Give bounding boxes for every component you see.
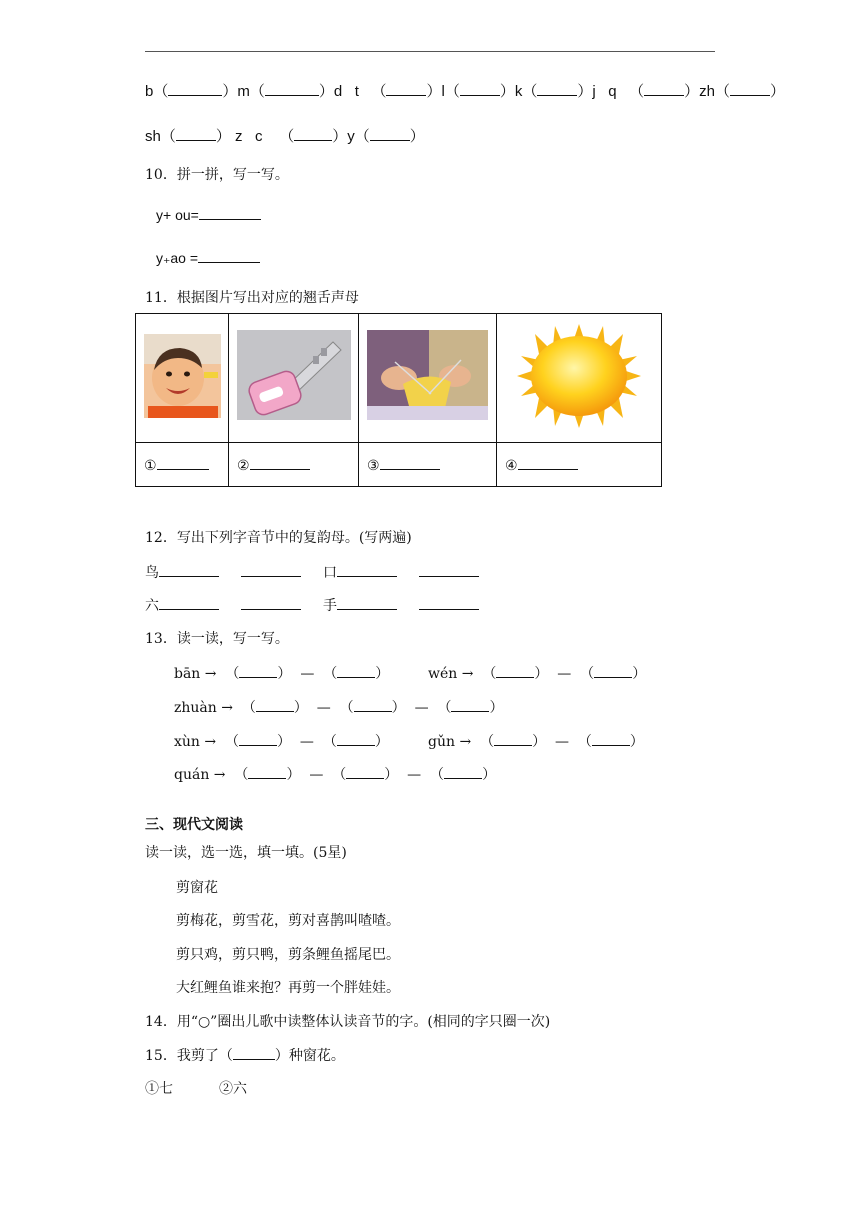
answer-blank[interactable] [159, 596, 219, 610]
initial-c: c [255, 128, 263, 145]
initial-sh: sh [145, 128, 161, 145]
answer-blank[interactable] [337, 733, 375, 746]
section-instruction: 读一读，选一选，填一填。(5星) [145, 845, 347, 861]
key-image [229, 314, 358, 438]
initial-j: j [592, 83, 596, 100]
answer-label-4: ④ [505, 457, 518, 474]
poem-line-2: 剪只鸡，剪只鸭，剪条鲤鱼摇尾巴。 [176, 947, 400, 963]
q13-item-wen: wén → （ ） — （ ） [428, 666, 647, 682]
sun-image [497, 314, 661, 438]
picture-table [135, 313, 662, 487]
answer-blank[interactable] [386, 83, 426, 96]
initial-d: d [333, 83, 343, 100]
section-heading: 三、现代文阅读 [145, 817, 243, 833]
answer-blank[interactable] [380, 456, 440, 470]
answer-blank[interactable] [337, 665, 375, 678]
baby-image [136, 314, 228, 438]
initial-y: y [347, 128, 355, 145]
q14-text: 14．用“○”圈出儿歌中读整体认读音节的字。(相同的字只圈一次) [145, 1014, 551, 1030]
q9-row-2: sh（ ） z c （ ）y（ ） [145, 128, 425, 145]
answer-blank[interactable] [451, 699, 489, 712]
answer-blank[interactable] [337, 563, 397, 577]
q15-before: 15．我剪了（ [145, 1048, 233, 1064]
q15-after: ）种窗花。 [274, 1048, 345, 1064]
answer-blank[interactable] [444, 766, 482, 779]
answer-blank[interactable] [250, 456, 310, 470]
answer-blank[interactable] [176, 128, 216, 141]
q12-row-2 [145, 595, 479, 615]
syllable: bān → [174, 666, 217, 682]
answer-blank[interactable] [256, 699, 294, 712]
q13-title: 13．读一读，写一写。 [145, 631, 289, 647]
poem-title: 剪窗花 [176, 880, 218, 896]
answer-blank[interactable] [592, 733, 630, 746]
dash: — [309, 767, 324, 783]
q10-line-1 [156, 206, 261, 223]
answer-blank[interactable] [419, 563, 479, 577]
answer-blank[interactable] [496, 665, 534, 678]
q10-line-2 [156, 249, 260, 267]
dash: — [316, 700, 331, 716]
answer-blank[interactable] [644, 83, 684, 96]
answer-cell-3[interactable] [359, 443, 497, 487]
answer-blank[interactable] [730, 83, 770, 96]
dash: — [414, 700, 429, 716]
answer-blank[interactable] [241, 563, 301, 577]
picture-cell-2 [229, 314, 359, 443]
answer-blank[interactable] [594, 665, 632, 678]
answer-blank[interactable] [460, 83, 500, 96]
q12-row-1 [145, 562, 479, 582]
q15-text [145, 1045, 345, 1065]
answer-blank[interactable] [241, 596, 301, 610]
picture-cell-4 [497, 314, 662, 443]
answer-blank[interactable] [265, 83, 319, 96]
initial-k: k [514, 83, 523, 100]
answer-blank[interactable] [354, 699, 392, 712]
initial-b: b [145, 83, 154, 100]
q13-item-xun: xùn → （ ） — （ ） [174, 734, 389, 750]
dash: — [555, 734, 569, 750]
q12-char-kou: 口 [323, 565, 337, 581]
q13-item-ban: bān → （ ） — （ ） [174, 666, 390, 682]
q15-options [145, 1078, 247, 1098]
syllable: quán → [174, 767, 226, 783]
q12-title: 12．写出下列字音节中的复韵母。(写两遍) [145, 530, 412, 546]
q10-expr-2: y₊ao = [156, 250, 199, 266]
initial-zh: zh [699, 83, 715, 100]
q13-item-quan: quán → （ ） — （ ） — （ ） [174, 767, 497, 783]
answer-cell-1[interactable] [136, 443, 229, 487]
answer-blank[interactable] [494, 733, 532, 746]
answer-blank[interactable] [157, 456, 209, 470]
answer-blank[interactable] [198, 249, 260, 263]
syllable: xùn → [174, 734, 217, 750]
answer-label-3: ③ [367, 457, 380, 474]
answer-cell-4[interactable] [497, 443, 662, 487]
answer-blank[interactable] [294, 128, 332, 141]
answer-blank[interactable] [518, 456, 578, 470]
answer-blank[interactable] [233, 1047, 275, 1060]
knitting-image [359, 314, 496, 438]
dash: — [299, 734, 314, 750]
answer-cell-2[interactable] [229, 443, 359, 487]
answer-label-1: ① [144, 457, 157, 474]
initial-q: q [608, 83, 617, 100]
q10-expr-1: y+ ou= [156, 207, 199, 223]
q11-title: 11．根据图片写出对应的翘舌声母 [145, 290, 359, 306]
q12-char-liu: 六 [145, 598, 159, 614]
poem-line-3: 大红鲤鱼谁来抱？再剪一个胖娃娃。 [176, 980, 400, 996]
answer-blank[interactable] [346, 766, 384, 779]
dash: — [300, 666, 315, 682]
syllable: zhuàn → [174, 700, 233, 716]
picture-cell-1 [136, 314, 229, 443]
initial-t: t [354, 83, 359, 100]
option-2[interactable]: ②六 [219, 1081, 247, 1097]
syllable: gǔn → [428, 734, 472, 750]
q12-char-niao: 鸟 [145, 565, 159, 581]
answer-blank[interactable] [199, 206, 261, 220]
dash: — [407, 767, 422, 783]
poem-line-1: 剪梅花，剪雪花，剪对喜鹊叫喳喳。 [176, 913, 400, 929]
initial-l: l [441, 83, 445, 100]
q10-title: 10．拼一拼，写一写。 [145, 167, 289, 183]
answer-label-2: ② [237, 457, 250, 474]
option-1[interactable]: ①七 [145, 1081, 173, 1097]
header-rule [145, 51, 715, 52]
answer-blank[interactable] [239, 733, 277, 746]
answer-blank[interactable] [419, 596, 479, 610]
q13-item-gun: gǔn → （ ） — （ ） [428, 734, 644, 750]
answer-blank[interactable] [159, 563, 219, 577]
q13-item-zhuan: zhuàn → （ ） — （ ） — （ ） [174, 700, 504, 716]
picture-cell-3 [359, 314, 497, 443]
dash: — [557, 666, 572, 682]
answer-blank[interactable] [248, 766, 286, 779]
answer-blank[interactable] [537, 83, 577, 96]
initial-z: z [235, 128, 243, 145]
answer-blank[interactable] [168, 83, 222, 96]
q12-char-shou: 手 [323, 598, 337, 614]
answer-blank[interactable] [370, 128, 410, 141]
initial-m: m [237, 83, 250, 100]
q9-row-1: b（ ）m（ ）d t （ ）l（ ）k（ ）j q （ ）zh（ ） [145, 83, 785, 100]
answer-blank[interactable] [239, 665, 277, 678]
syllable: wén → [428, 666, 474, 682]
answer-blank[interactable] [337, 596, 397, 610]
